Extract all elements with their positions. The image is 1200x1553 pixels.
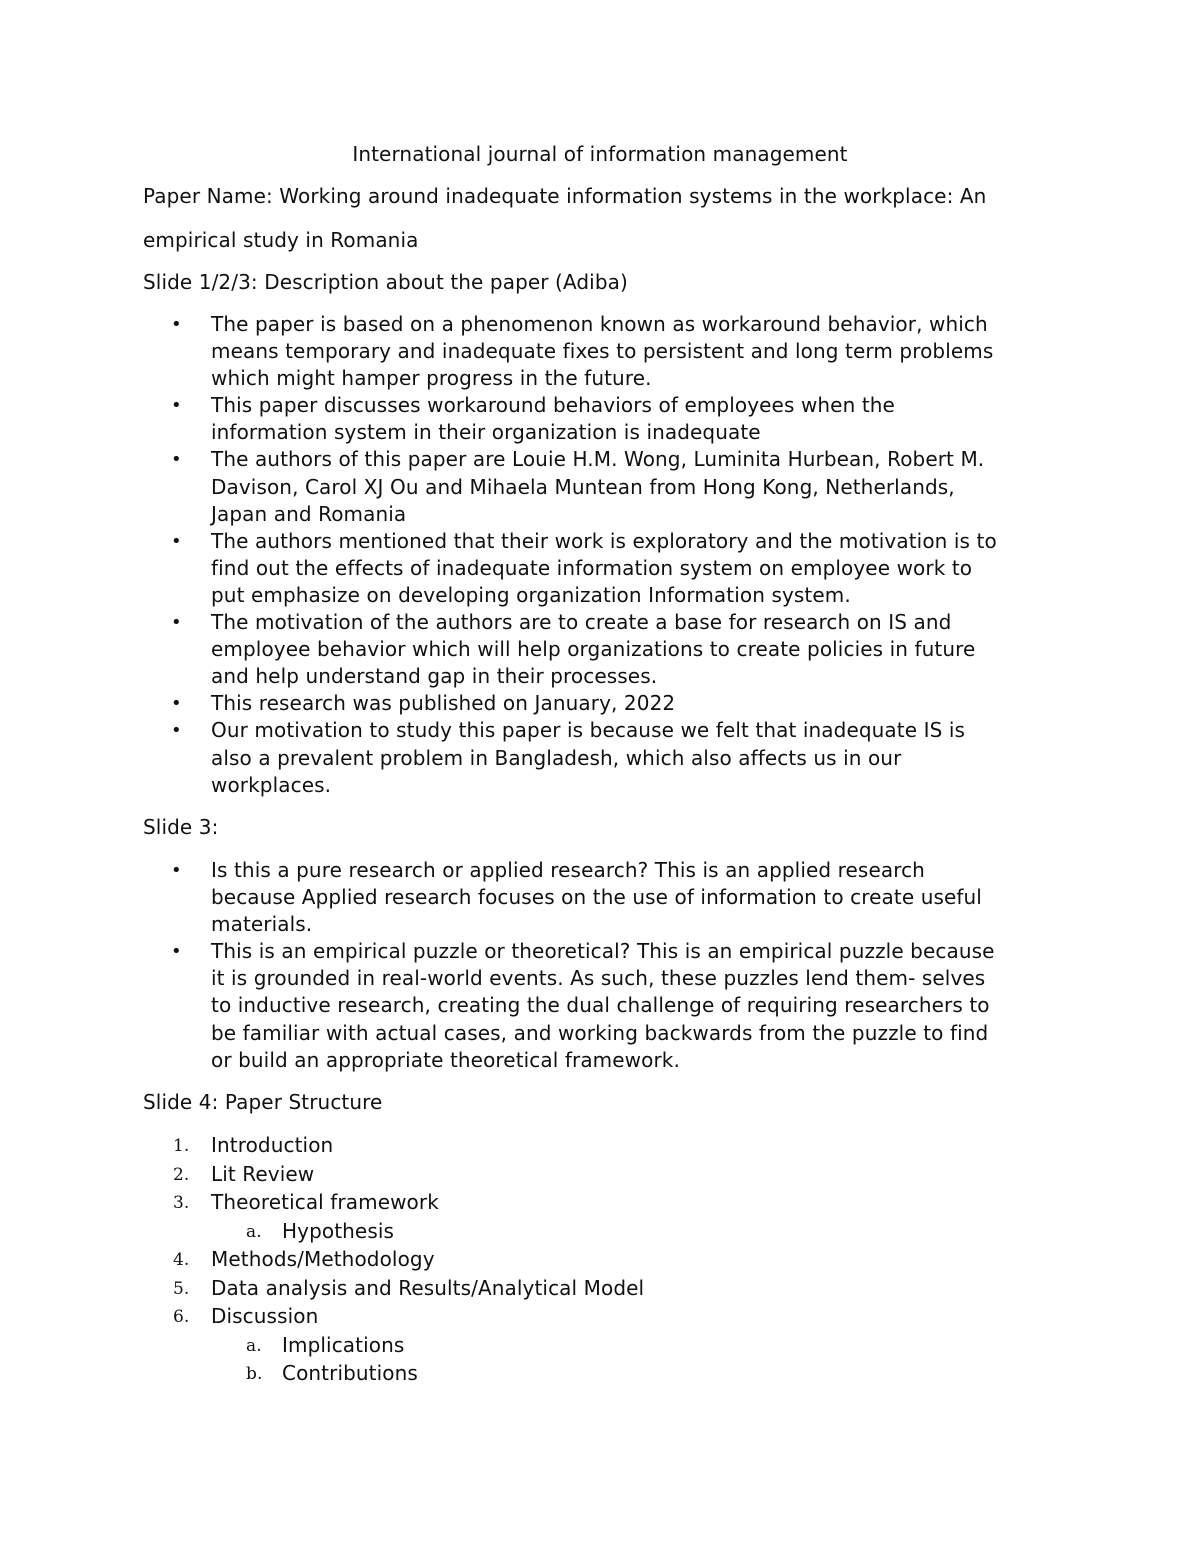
list-item: • The authors mentioned that their work is exploratory and the motivation is to find out the effects of inadequate information system on employee work to put emphasize on developing organization Information system. [171, 528, 997, 607]
bullet-icon: • [171, 941, 182, 963]
bullet-icon: • [171, 530, 182, 552]
paper-structure-list [143, 1131, 1073, 1388]
slide3-heading: Slide 3: [143, 815, 219, 839]
list-item: 3. Theoretical framework [173, 1190, 439, 1214]
list-item: a. Implications [246, 1332, 405, 1357]
bullet-icon: • [171, 860, 182, 881]
bullet-icon: • [171, 314, 182, 335]
list-item: • Is this a pure research or applied research? This is an applied research because Applied research focuses on the use of information to create useful materials. [171, 858, 982, 937]
list-item: 4. Methods/Methodology [173, 1247, 435, 1271]
list-item: • Our motivation to study this paper is because we felt that inadequate IS is also a prevalent problem in Bangladesh, which also affects us in our workplaces. [171, 718, 966, 797]
slide1-heading: Slide 1/2/3: Description about the paper (Adiba) [143, 270, 628, 294]
paper-name-line-1: Paper Name: Working around inadequate information systems in the workplace: An [143, 184, 987, 208]
slide4-heading: Slide 4: Paper Structure [143, 1090, 383, 1114]
list-item: 1. Introduction [173, 1133, 334, 1157]
bullet-icon: • [171, 612, 182, 634]
bullet-icon: • [171, 693, 182, 715]
list-item: a. Hypothesis [246, 1218, 395, 1243]
list-item: b. Contributions [246, 1361, 418, 1385]
list-item: 2. Lit Review [173, 1161, 315, 1186]
paper-name-line-2: empirical study in Romania [143, 228, 419, 252]
list-item: • This is an empirical puzzle or theoretical? This is an empirical puzzle because it is grounded in real-world events. As such, these puzzles lend them- selves to inductive research, creating the dual challenge of requiring researchers to be familiar with actual cases, and working backwards from the puzzle to find or build an appropriate theoretical framework. [171, 939, 995, 1072]
bullet-icon: • [171, 395, 182, 417]
slide3-bullet-list [143, 857, 1073, 1074]
list-item: • The motivation of the authors are to create a base for research on IS and employee behavior which will help organizations to create policies in future and help understand gap in their processes. [171, 610, 976, 689]
list-item: 5. Data analysis and Results/Analytical Model [173, 1275, 645, 1300]
list-item: 6. Discussion [173, 1304, 319, 1328]
bullet-icon: • [171, 720, 182, 742]
list-item: • This paper discusses workaround behaviors of employees when the information system in their organization is inadequate [171, 393, 895, 445]
list-item: • The paper is based on a phenomenon known as workaround behavior, which means temporary and inadequate fixes to persistent and long term problems which might hamper progress in the future. [171, 312, 994, 391]
list-item: • This research was published on January, 2022 [143, 690, 1073, 717]
bullet-icon: • [171, 449, 182, 471]
list-item: • The authors of this paper are Louie H.M. Wong, Luminita Hurbean, Robert M. Davison, Carol XJ Ou and Mihaela Muntean from Hong Kong, Netherlands, Japan and Romania [171, 447, 985, 526]
document-title: International journal of information management [352, 142, 848, 166]
slide1-bullet-list [143, 311, 1073, 799]
